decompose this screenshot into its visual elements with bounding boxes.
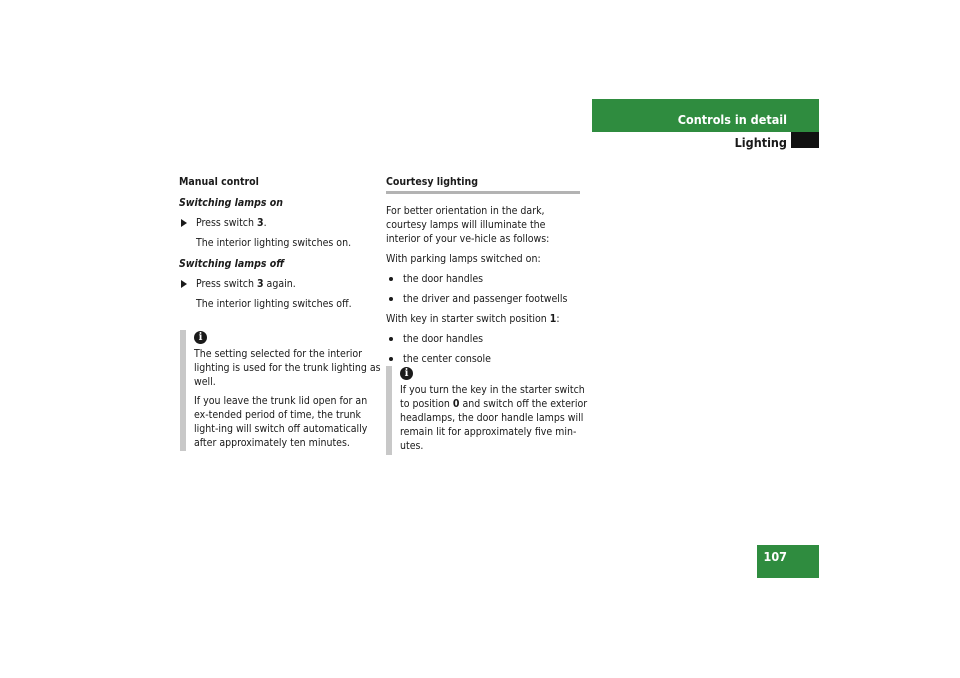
subsection-marker bbox=[791, 132, 819, 148]
note-paragraph-2: If you leave the trunk lid open for an ex-tended period of time, the trunk light-ing will switch off automatically after approximately ten minutes. bbox=[194, 395, 368, 449]
list-item: the center console bbox=[386, 352, 580, 366]
parking-lamps-intro: With parking lamps switched on: bbox=[386, 253, 541, 265]
list-item: the door handles bbox=[386, 332, 580, 346]
key-position-intro: With key in starter switch position 1: bbox=[386, 313, 560, 325]
switch-on-result: The interior lighting switches on. bbox=[196, 237, 352, 249]
left-column bbox=[179, 175, 375, 311]
trunk-lighting-note bbox=[180, 330, 383, 451]
section-title: Controls in detail bbox=[677, 112, 787, 127]
door-handle-lamps-note bbox=[386, 366, 589, 455]
list-item: the door handles bbox=[386, 272, 580, 286]
switching-on-heading: Switching lamps on bbox=[179, 197, 283, 209]
manual-control-heading: Manual control bbox=[179, 176, 259, 188]
page-number: 107 bbox=[763, 549, 787, 564]
courtesy-lighting-heading: Courtesy lighting bbox=[386, 175, 580, 194]
note-paragraph-1: The setting selected for the interior lighting is used for the trunk lighting as well. bbox=[194, 348, 381, 388]
header-bar bbox=[592, 99, 819, 132]
subsection-bar bbox=[592, 132, 819, 151]
note-paragraph: If you turn the key in the starter switch to position 0 and switch off the exterior headlamps, the door handle lamps will remain lit for approximately five min-utes. bbox=[400, 384, 588, 452]
page-number-box bbox=[757, 545, 819, 578]
courtesy-intro: For better orientation in the dark, courtesy lamps will illuminate the interior of your ve-hicle as follows: bbox=[386, 205, 550, 245]
info-icon: i bbox=[194, 331, 207, 344]
list-item: the driver and passenger footwells bbox=[386, 292, 580, 306]
subsection-title: Lighting bbox=[734, 135, 787, 150]
switch-off-step: Press switch 3 again. bbox=[179, 277, 375, 291]
switch-on-step: Press switch 3. bbox=[179, 216, 375, 230]
switching-off-heading: Switching lamps off bbox=[179, 258, 285, 270]
switch-off-result: The interior lighting switches off. bbox=[196, 298, 352, 310]
info-icon: i bbox=[400, 367, 413, 380]
right-column bbox=[386, 175, 580, 366]
